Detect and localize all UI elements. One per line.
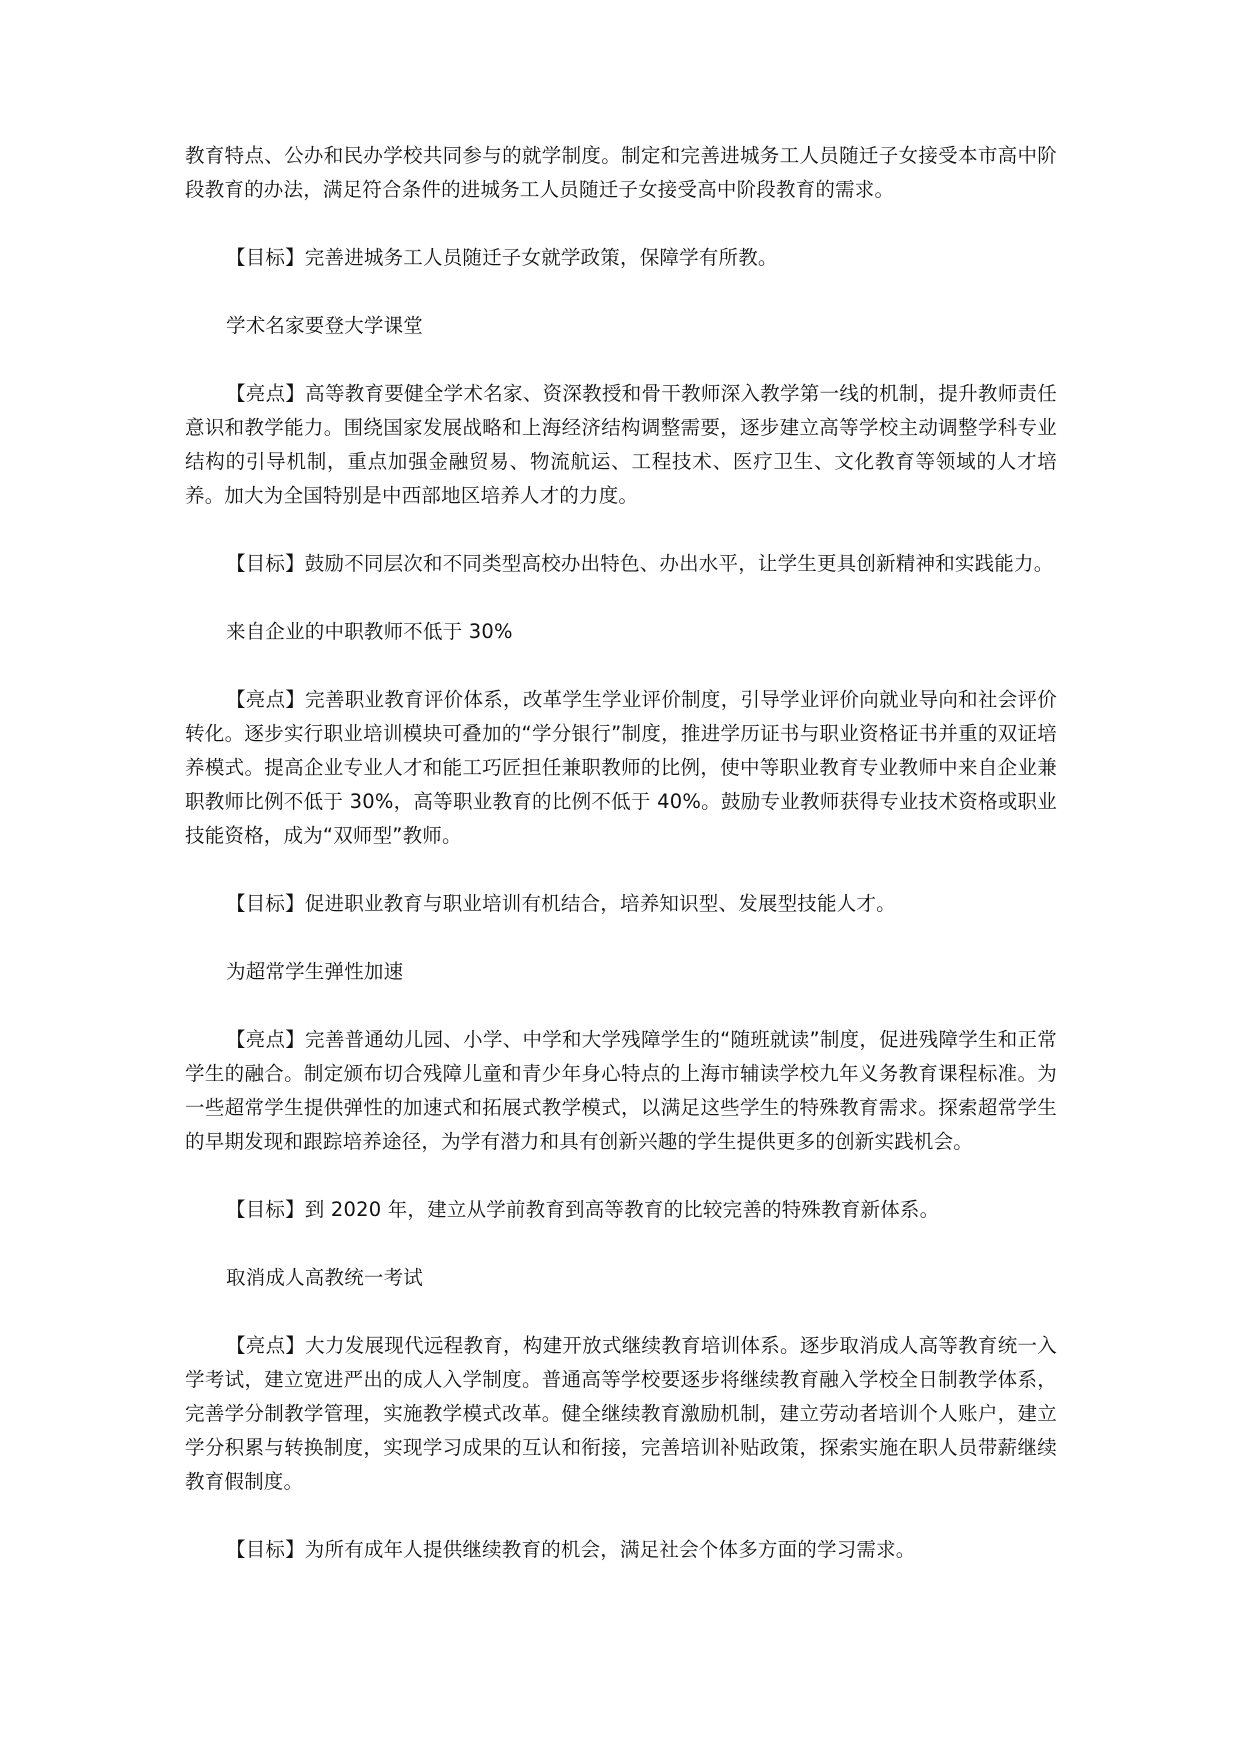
section-heading-adult-exam: 取消成人高教统一考试 bbox=[226, 1266, 424, 1289]
section-heading-academic-masters: 学术名家要登大学课堂 bbox=[226, 314, 424, 337]
paragraph-highlight-special-education: 【亮点】完善普通幼儿园、小学、中学和大学残障学生的“随班就读”制度，促进残障学生和正常学生的融合。制定颁布切合残障儿童和青少年身心特点的上海市辅读学校九年义务教育课程标准。为一些超常学生提供弹性的加速式和拓展式教学模式，以满足这些学生的特殊教育需求。探索超常学生的早期发现和跟踪培养途径，为学有潜力和具有创新兴趣的学生提供更多的创新实践机会。 bbox=[185, 1028, 1057, 1153]
section-heading-vocational-teachers: 来自企业的中职教师不低于 30% bbox=[226, 620, 513, 643]
paragraph-goal-higher-education: 【目标】鼓励不同层次和不同类型高校办出特色、办出水平，让学生更具创新精神和实践能力。 bbox=[226, 552, 1054, 575]
paragraph-goal-continuing-education: 【目标】为所有成年人提供继续教育的机会，满足社会个体多方面的学习需求。 bbox=[226, 1538, 916, 1561]
paragraph-goal-special-education: 【目标】到 2020 年，建立从学前教育到高等教育的比较完善的特殊教育新体系。 bbox=[226, 1198, 940, 1221]
paragraph-goal-vocational: 【目标】促进职业教育与职业培训有机结合，培养知识型、发展型技能人才。 bbox=[226, 892, 896, 915]
paragraph-highlight-vocational: 【亮点】完善职业教育评价体系，改革学生学业评价制度，引导学业评价向就业导向和社会评价转化。逐步实行职业培训模块可叠加的“学分银行”制度，推进学历证书与职业资格证书并重的双证培养模式。提高企业专业人才和能工巧匠担任兼职教师的比例，使中等职业教育专业教师中来自企业兼职教师比例不低于 30%，高等职业教育的比例不低于 40%。鼓励专业教师获得专业技术资格或职业技能资格，成为“双师型”教师。 bbox=[185, 688, 1057, 847]
section-heading-gifted-students: 为超常学生弹性加速 bbox=[226, 960, 404, 983]
paragraph-goal-migrant-education: 【目标】完善进城务工人员随迁子女就学政策，保障学有所教。 bbox=[226, 246, 778, 269]
paragraph-continued-intro: 教育特点、公办和民办学校共同参与的就学制度。制定和完善进城务工人员随迁子女接受本市高中阶段教育的办法，满足符合条件的进城务工人员随迁子女接受高中阶段教育的需求。 bbox=[185, 144, 1057, 201]
document-page bbox=[185, 139, 1057, 1567]
paragraph-highlight-continuing-education: 【亮点】大力发展现代远程教育，构建开放式继续教育培训体系。逐步取消成人高等教育统一入学考试，建立宽进严出的成人入学制度。普通高等学校要逐步将继续教育融入学校全日制教学体系，完善学分制教学管理，实施教学模式改革。健全继续教育激励机制，建立劳动者培训个人账户，建立学分积累与转换制度，实现学习成果的互认和衔接，完善培训补贴政策，探索实施在职人员带薪继续教育假制度。 bbox=[185, 1334, 1057, 1493]
paragraph-highlight-higher-education: 【亮点】高等教育要健全学术名家、资深教授和骨干教师深入教学第一线的机制，提升教师责任意识和教学能力。围绕国家发展战略和上海经济结构调整需要，逐步建立高等学校主动调整学科专业结构的引导机制，重点加强金融贸易、物流航运、工程技术、医疗卫生、文化教育等领域的人才培养。加大为全国特别是中西部地区培养人才的力度。 bbox=[185, 382, 1057, 507]
